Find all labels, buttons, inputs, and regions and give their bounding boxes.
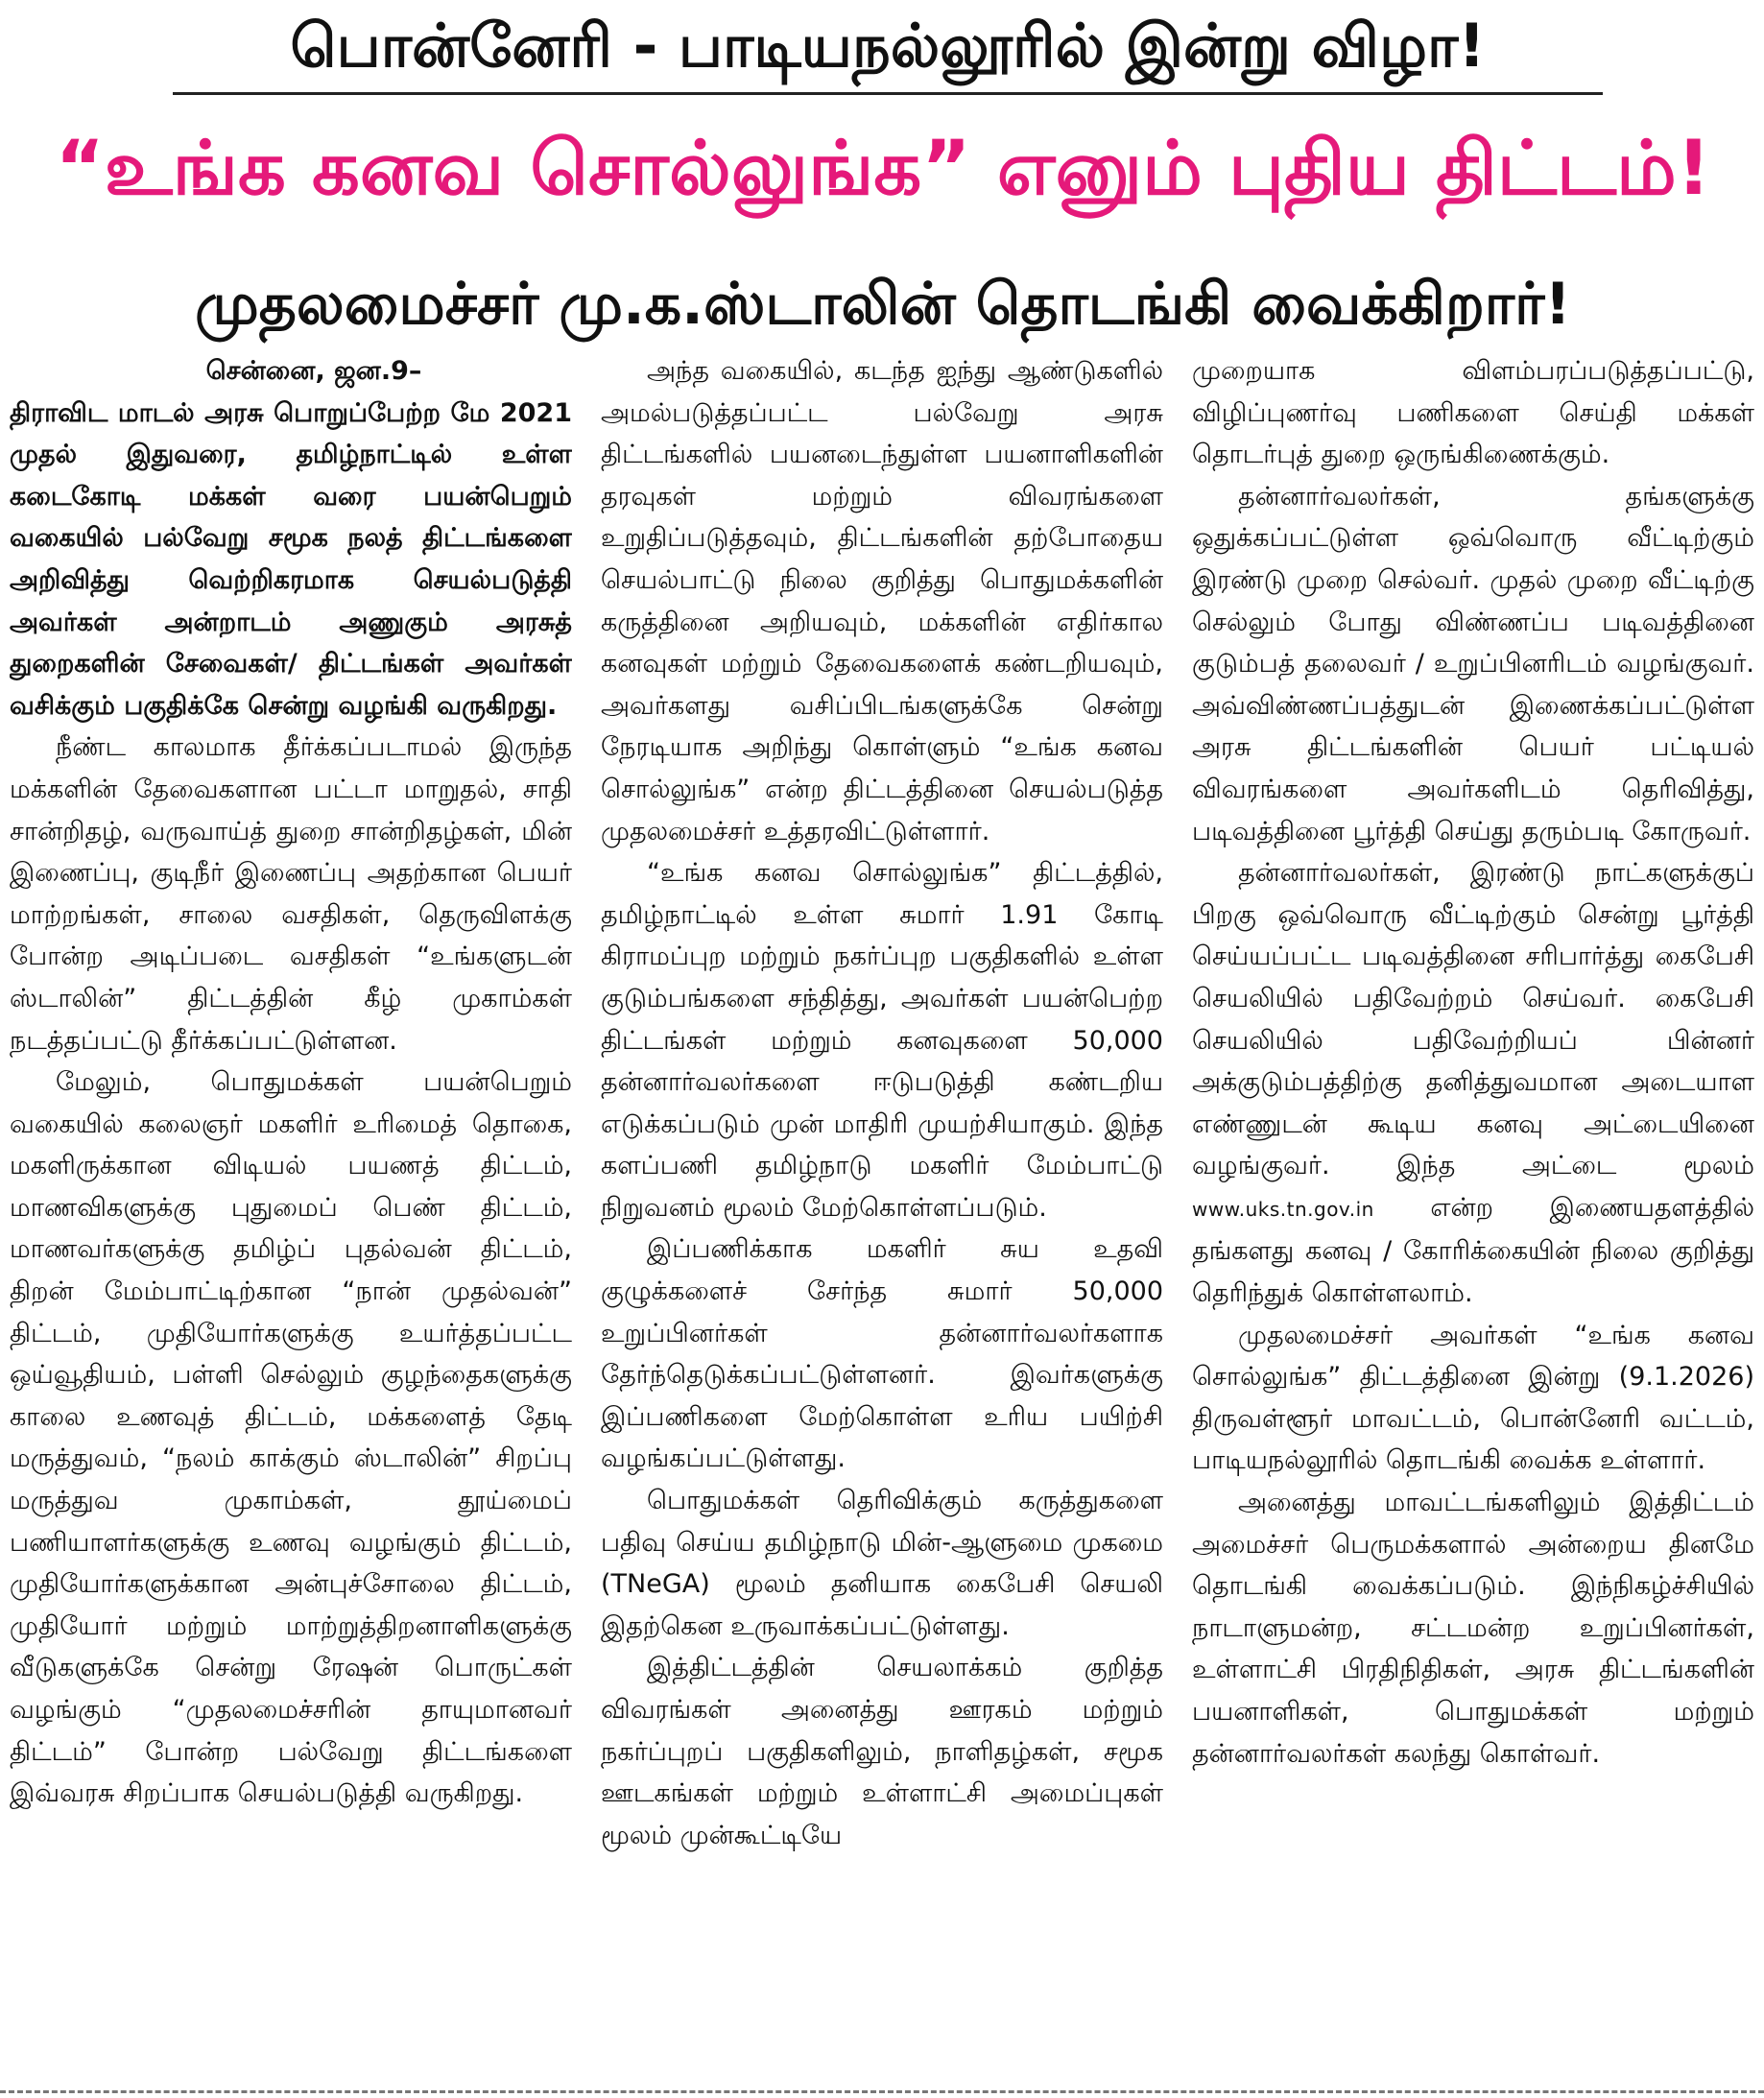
article-column-2 xyxy=(601,350,1163,2078)
article-column-3 xyxy=(1192,350,1754,2078)
paragraph: இத்திட்டத்தின் செயலாக்கம் குறித்த விவரங்கள் அனைத்து ஊரகம் மற்றும் நகர்ப்புறப் பகுதிகளிலும், நாளிதழ்கள், சமூக ஊடகங்கள் மற்றும் உள்ளாட்சி அமைப்புகள் மூலம் முன்கூட்டியே xyxy=(601,1653,1163,1850)
bottom-dashed-rule xyxy=(0,2090,1764,2093)
paragraph: இப்பணிக்காக மகளிர் சுய உதவி குழுக்களைச் சேர்ந்த சுமார் 50,000 உறுப்பினர்கள் தன்னார்வலர்களாக தேர்ந்தெடுக்கப்பட்டுள்ளனர். இவர்களுக்கு இப்பணிகளை மேற்கொள்ள உரிய பயிற்சி வழங்கப்பட்டுள்ளது. xyxy=(601,1234,1163,1474)
main-headline: “உங்க கனவ சொல்லுங்க” எனும் புதிய திட்டம்! xyxy=(55,126,1711,212)
paragraph: முறையாக விளம்பரப்படுத்தப்பட்டு, விழிப்புணர்வு பணிகளை செய்தி மக்கள் தொடர்புத் துறை ஒருங்கிணைக்கும். xyxy=(1192,356,1754,470)
paragraph: பொதுமக்கள் தெரிவிக்கும் கருத்துகளை பதிவு செய்ய தமிழ்நாடு மின்-ஆளுமை முகமை (TNeGA) மூலம் தனியாக கைபேசி செயலி இதற்கென உருவாக்கப்பட்டுள்ளது. xyxy=(601,1486,1163,1641)
paragraph: “உங்க கனவ சொல்லுங்க” திட்டத்தில், தமிழ்நாட்டில் உள்ள சுமார் 1.91 கோடி கிராமப்புற மற்றும் நகர்ப்புற பகுதிகளில் உள்ள குடும்பங்களை சந்தித்து, அவர்கள் பயன்பெற்ற திட்டங்கள் மற்றும் கனவுகளை 50,000 தன்னார்வலர்களை ஈடுபடுத்தி கண்டறிய எடுக்கப்படும் முன் மாதிரி முயற்சியாகும். இந்த களப்பணி தமிழ்நாடு மகளிர் மேம்பாட்டு நிறுவனம் மூலம் மேற்கொள்ளப்படும். xyxy=(601,858,1163,1223)
paragraph xyxy=(1192,852,1754,1315)
paragraph: மேலும், பொதுமக்கள் பயன்பெறும் வகையில் கலைஞர் மகளிர் உரிமைத் தொகை, மகளிருக்கான விடியல் பயணத் திட்டம், மாணவிகளுக்கு புதுமைப் பெண் திட்டம், மாணவர்களுக்கு தமிழ்ப் புதல்வன் திட்டம், திறன் மேம்பாட்டிற்கான “நான் முதல்வன்” திட்டம், முதியோர்களுக்கு உயர்த்தப்பட்ட ஒய்வூதியம், பள்ளி செல்லும் குழந்தைகளுக்கு காலை உணவுத் திட்டம், மக்களைத் தேடி மருத்துவம், “நலம் காக்கும் ஸ்டாலின்” சிறப்பு மருத்துவ முகாம்கள், தூய்மைப் பணியாளர்களுக்கு உணவு வழங்கும் திட்டம், முதியோர்களுக்கான அன்புச்சோலை திட்டம், முதியோர் மற்றும் மாற்றுத்திறனாளிகளுக்கு வீடுகளுக்கே சென்று ரேஷன் பொருட்கள் வழங்கும் “முதலமைச்சரின் தாயுமானவர் திட்டம்” போன்ற பல்வேறு திட்டங்களை இவ்வரசு சிறப்பாக செயல்படுத்தி வருகிறது. xyxy=(10,1067,572,1809)
paragraph: முதலமைச்சர் அவர்கள் “உங்க கனவ சொல்லுங்க” திட்டத்தினை இன்று (9.1.2026) திருவள்ளூர் மாவட்டம், பொன்னேரி வட்டம், பாடியநல்லூரில் தொடங்கி வைக்க உள்ளார். xyxy=(1192,1320,1754,1476)
paragraph: நீண்ட காலமாக தீர்க்கப்படாமல் இருந்த மக்களின் தேவைகளான பட்டா மாறுதல், சாதி சான்றிதழ், வருவாய்த் துறை சான்றிதழ்கள், மின் இணைப்பு, குடிநீர் இணைப்பு அதற்கான பெயர் மாற்றங்கள், சாலை வசதிகள், தெருவிளக்கு போன்ற அடிப்படை வசதிகள் “உங்களுடன் ஸ்டாலின்” திட்டத்தின் கீழ் முகாம்கள் நடத்தப்பட்டு தீர்க்கப்பட்டுள்ளன. xyxy=(10,732,572,1056)
lead-paragraph: திராவிட மாடல் அரசு பொறுப்பேற்ற மே 2021 முதல் இதுவரை, தமிழ்நாட்டில் உள்ள கடைகோடி மக்கள் வரை பயன்பெறும் வகையில் பல்வேறு சமூக நலத் திட்டங்களை அறிவித்து வெற்றிகரமாக செயல்படுத்தி அவர்கள் அன்றாடம் அணுகும் அரசுத் துறைகளின் சேவைகள்/ திட்டங்கள் அவர்கள் வசிக்கும் பகுதிக்கே சென்று வழங்கி வருகிறது. xyxy=(10,397,572,721)
dateline: சென்னை, ஜன.9– xyxy=(205,356,422,386)
sub-headline: முதலமைச்சர் மு.க.ஸ்டாலின் தொடங்கி வைக்கிறார்! xyxy=(195,271,1571,338)
article-columns xyxy=(10,350,1754,2078)
website-url: www.uks.tn.gov.in xyxy=(1192,1197,1374,1221)
paragraph: அந்த வகையில், கடந்த ஐந்து ஆண்டுகளில் அமல்படுத்தப்பட்ட பல்வேறு அரசு திட்டங்களில் பயனடைந்துள்ள பயனாளிகளின் தரவுகள் மற்றும் விவரங்களை உறுதிப்படுத்தவும், திட்டங்களின் தற்போதைய செயல்பாட்டு நிலை குறித்து பொதுமக்களின் கருத்தினை அறியவும், மக்களின் எதிர்கால கனவுகள் மற்றும் தேவைகளைக் கண்டறியவும், அவர்களது வசிப்பிடங்களுக்கே சென்று நேரடியாக அறிந்து கொள்ளும் “உங்க கனவ சொல்லுங்க” என்ற திட்டத்தினை செயல்படுத்த முதலமைச்சர் உத்தரவிட்டுள்ளார். xyxy=(601,356,1163,846)
paragraph: தன்னார்வலர்கள், தங்களுக்கு ஒதுக்கப்பட்டுள்ள ஒவ்வொரு வீட்டிற்கும் இரண்டு முறை செல்வர். முதல் முறை வீட்டிற்கு செல்லும் போது விண்ணப்ப படிவத்தினை குடும்பத் தலைவர் / உறுப்பினரிடம் வழங்குவர். அவ்விண்ணப்பத்துடன் இணைக்கப்பட்டுள்ள அரசு திட்டங்களின் பெயர் பட்டியல் விவரங்களை அவர்களிடம் தெரிவித்து, படிவத்தினை பூர்த்தி செய்து தரும்படி கோருவர். xyxy=(1192,481,1754,846)
paragraph-text: தன்னார்வலர்கள், இரண்டு நாட்களுக்குப் பிறகு ஒவ்வொரு வீட்டிற்கும் சென்று பூர்த்தி செய்யப்பட்ட படிவத்தினை சரிபார்த்து கைபேசி செயலியில் பதிவேற்றம் செய்வர். கைபேசி செயலியில் பதிவேற்றியப் பின்னர் அக்குடும்பத்திற்கு தனித்துவமான அடையாள எண்ணுடன் கூடிய கனவு அட்டையினை வழங்குவர். இந்த அட்டை மூலம் xyxy=(1192,858,1754,1181)
paragraph: அனைத்து மாவட்டங்களிலும் இத்திட்டம் அமைச்சர் பெருமக்களால் அன்றைய தினமே தொடங்கி வைக்கப்படும். இந்நிகழ்ச்சியில் நாடாளுமன்ற, சட்டமன்ற உறுப்பினர்கள், உள்ளாட்சி பிரதிநிதிகள், அரசு திட்டங்களின் பயனாளிகள், பொதுமக்கள் மற்றும் தன்னார்வலர்கள் கலந்து கொள்வர். xyxy=(1192,1488,1754,1769)
paragraph-text: என்ற இணையதளத்தில் தங்களது கனவு / கோரிக்கையின் நிலை குறித்து தெரிந்துக் கொள்ளலாம். xyxy=(1192,1192,1754,1309)
article-column-1 xyxy=(10,350,572,2078)
kicker-heading: பொன்னேரி - பாடியநல்லூரில் இன்று விழா! xyxy=(173,4,1603,95)
